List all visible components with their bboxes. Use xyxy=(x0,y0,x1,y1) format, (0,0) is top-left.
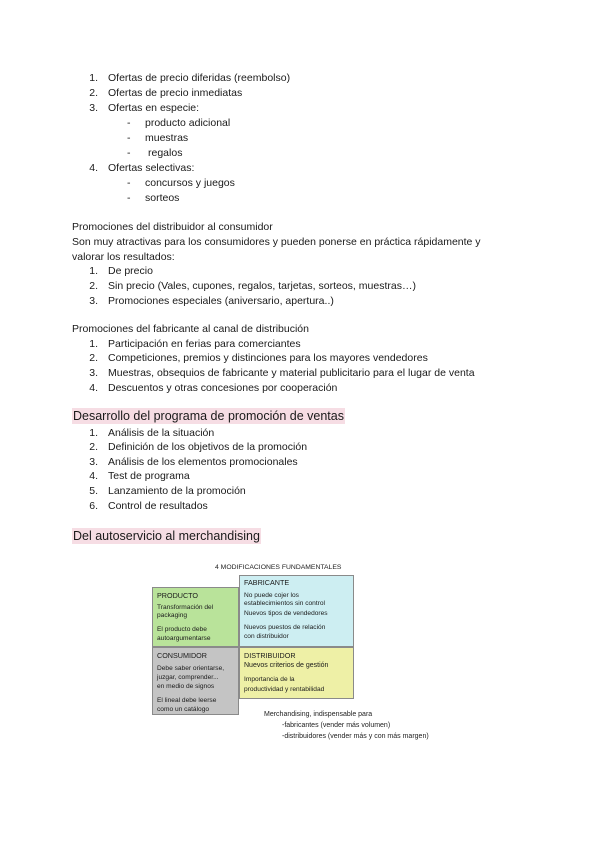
list-item: Definición de los objetivos de la promoción xyxy=(108,441,308,453)
list-item: Control de resultados xyxy=(108,500,208,512)
list-item: Muestras, obsequios de fabricante y material publicitario para el lugar de venta xyxy=(108,367,475,379)
producto-line: El producto debe xyxy=(157,626,207,633)
fabricante-line: con distribuidor xyxy=(244,633,289,640)
list-item: Test de programa xyxy=(108,470,190,482)
distribuidor-label: DISTRIBUIDOR xyxy=(244,651,296,660)
consumidor-line: Debe saber orientarse, xyxy=(157,665,225,672)
list-item: Ofertas de precio inmediatas xyxy=(108,87,243,99)
list-item: De precio xyxy=(108,265,153,277)
consumidor-box xyxy=(152,647,239,715)
list-number: 1. xyxy=(89,427,98,439)
producto-line: autoargumentarse xyxy=(157,635,211,642)
list-number: 4. xyxy=(89,382,98,394)
section-heading: Promociones del distribuidor al consumidor xyxy=(72,221,273,233)
consumidor-line: El lineal debe leerse xyxy=(157,697,217,704)
list-number: 3. xyxy=(89,102,98,114)
consumidor-line: en medio de signos xyxy=(157,683,215,690)
list-subitem: concursos y juegos xyxy=(145,177,235,189)
section-heading-highlighted: Del autoservicio al merchandising xyxy=(73,529,260,543)
distribuidor-line: Importancia de la xyxy=(244,676,295,683)
list-number: 2. xyxy=(89,280,98,292)
fabricante-label: FABRICANTE xyxy=(244,578,290,587)
list-subitem: regalos xyxy=(148,147,183,159)
fabricante-line: No puede cojer los xyxy=(244,592,299,599)
producto-line: Transformación del xyxy=(157,604,214,611)
bullet-dash: - xyxy=(127,192,131,204)
list-number: 3. xyxy=(89,295,98,307)
list-item: Análisis de los elementos promocionales xyxy=(108,456,298,468)
list-number: 4. xyxy=(89,470,98,482)
list-number: 3. xyxy=(89,367,98,379)
producto-label: PRODUCTO xyxy=(157,591,198,600)
fabricante-line: establecimientos sin control xyxy=(244,600,325,607)
producto-line: packaging xyxy=(157,612,188,619)
fabricante-box xyxy=(239,575,354,647)
list-item: Competiciones, premios y distinciones para los mayores vendedores xyxy=(108,352,428,364)
list-number: 6. xyxy=(89,500,98,512)
list-number: 2. xyxy=(89,352,98,364)
list-number: 3. xyxy=(89,456,98,468)
list-number: 1. xyxy=(89,265,98,277)
list-number: 2. xyxy=(89,441,98,453)
list-item: Ofertas selectivas: xyxy=(108,162,195,174)
distribuidor-box xyxy=(239,647,354,699)
diagram-footer-line: -fabricantes (vender más volumen) xyxy=(282,722,391,729)
fabricante-line: Nuevos puestos de relación xyxy=(244,624,326,631)
list-subitem: producto adicional xyxy=(145,117,231,129)
bullet-dash: - xyxy=(127,147,131,159)
paragraph-line: Son muy atractivas para los consumidores y pueden ponerse en práctica rápidamente y xyxy=(72,236,481,248)
list-number: 4. xyxy=(89,162,98,174)
producto-box xyxy=(152,587,239,647)
list-item: Ofertas en especie: xyxy=(108,102,200,114)
section-heading-highlighted: Desarrollo del programa de promoción de ventas xyxy=(73,409,344,423)
list-number: 5. xyxy=(89,485,98,497)
bullet-dash: - xyxy=(127,132,131,144)
list-number: 2. xyxy=(89,87,98,99)
list-item: Ofertas de precio diferidas (reembolso) xyxy=(108,72,291,84)
diagram-footer-line: -distribuidores (vender más y con más margen) xyxy=(282,733,429,740)
diagram-footer-line: Merchandising, indispensable para xyxy=(264,711,373,718)
list-subitem: sorteos xyxy=(145,192,180,204)
list-number: 1. xyxy=(89,72,98,84)
distribuidor-line: productividad y rentabilidad xyxy=(244,686,325,693)
section-heading: Promociones del fabricante al canal de distribución xyxy=(72,323,309,335)
bullet-dash: - xyxy=(127,117,131,129)
consumidor-line: juzgar, comprender... xyxy=(157,674,219,681)
fabricante-line: Nuevos tipos de vendedores xyxy=(244,610,328,617)
consumidor-label: CONSUMIDOR xyxy=(157,651,207,660)
list-item: Sin precio (Vales, cupones, regalos, tarjetas, sorteos, muestras…) xyxy=(108,280,416,292)
list-number: 1. xyxy=(89,338,98,350)
diagram-title: 4 MODIFICACIONES FUNDAMENTALES xyxy=(215,564,342,571)
paragraph-line: valorar los resultados: xyxy=(72,251,175,263)
bullet-dash: - xyxy=(127,177,131,189)
list-item: Lanzamiento de la promoción xyxy=(108,485,246,497)
list-item: Participación en ferias para comerciantes xyxy=(108,338,301,350)
list-item: Descuentos y otras concesiones por cooperación xyxy=(108,382,338,394)
consumidor-line: como un catálogo xyxy=(157,706,210,713)
distribuidor-line: Nuevos criterios de gestión xyxy=(244,662,329,669)
list-item: Análisis de la situación xyxy=(108,427,215,439)
list-subitem: muestras xyxy=(145,132,189,144)
list-item: Promociones especiales (aniversario, apertura..) xyxy=(108,295,334,307)
